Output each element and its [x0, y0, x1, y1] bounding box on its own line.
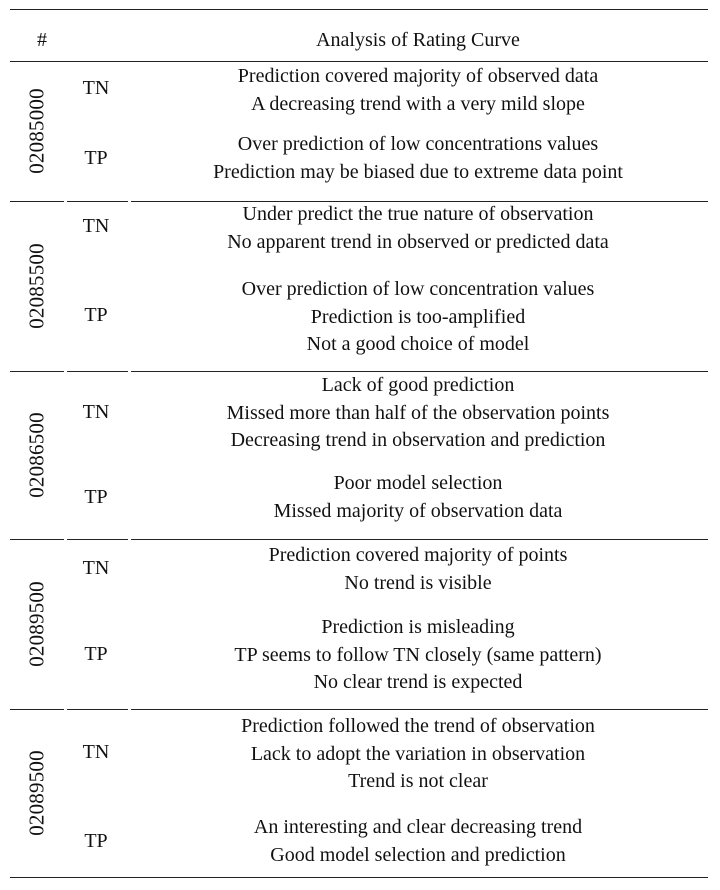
analysis-text	[128, 614, 708, 697]
analysis-line: Lack to adopt the variation in observation	[250, 742, 586, 765]
row-type: TP	[84, 830, 108, 852]
analysis-line: Prediction may be biased due to extreme data point	[213, 160, 623, 183]
analysis-line: An interesting and clear decreasing trend	[253, 816, 583, 838]
station-id: 02089500	[24, 581, 49, 667]
analysis-line: Under predict the true nature of observation	[242, 203, 594, 225]
type-rule	[67, 371, 128, 372]
station-id: 02085000	[24, 88, 49, 174]
station-cell	[10, 709, 64, 877]
row-type: TP	[84, 147, 108, 169]
analysis-line: Prediction covered majority of observed data	[237, 65, 599, 87]
analysis-line: No apparent trend in observed or predicted data	[227, 230, 609, 253]
type-rule	[67, 539, 128, 540]
top-rule	[10, 9, 708, 10]
analysis-text	[128, 713, 708, 796]
row-type: TN	[82, 557, 110, 579]
row-type: TN	[82, 77, 110, 99]
analysis-text	[128, 470, 708, 525]
analysis-line: Missed more than half of the observation points	[226, 401, 610, 424]
row-type: TP	[84, 486, 108, 508]
analysis-text	[128, 542, 708, 597]
analysis-text	[128, 131, 708, 186]
station-cell	[10, 539, 64, 709]
header-hash: #	[37, 29, 47, 51]
analysis-line: Prediction covered majority of points	[268, 544, 568, 566]
analysis-line: Missed majority of observation data	[273, 499, 563, 522]
station-cell	[10, 61, 64, 201]
analysis-rule	[131, 539, 708, 540]
analysis-rule	[131, 709, 708, 710]
station-id: 02086500	[24, 412, 49, 498]
row-type: TN	[82, 741, 110, 763]
analysis-line: A decreasing trend with a very mild slope	[251, 92, 585, 115]
analysis-line: Trend is not clear	[348, 770, 488, 792]
station-id: 02085500	[24, 243, 49, 329]
analysis-text	[128, 201, 708, 256]
analysis-line: Prediction is too-amplified	[310, 305, 526, 328]
analysis-text	[128, 372, 708, 455]
analysis-line: Lack of good prediction	[321, 374, 515, 396]
analysis-text	[128, 814, 708, 869]
analysis-line: Poor model selection	[333, 472, 503, 494]
analysis-line: Over prediction of low concentrations values	[237, 133, 599, 155]
bottom-rule	[10, 877, 708, 878]
analysis-line: TP seems to follow TN closely (same pattern)	[234, 643, 602, 666]
analysis-line: Over prediction of low concentration values	[241, 278, 595, 300]
analysis-line: No trend is visible	[344, 571, 492, 594]
type-rule	[67, 201, 128, 202]
analysis-line: No clear trend is expected	[313, 671, 523, 693]
analysis-line: Good model selection and prediction	[270, 843, 566, 866]
row-type: TP	[84, 304, 108, 326]
row-type: TN	[82, 401, 110, 423]
row-type: TN	[82, 215, 110, 237]
analysis-line: Not a good choice of model	[306, 333, 530, 355]
analysis-text	[128, 276, 708, 359]
station-cell	[10, 201, 64, 371]
type-rule	[67, 709, 128, 710]
header-rule	[10, 61, 708, 62]
station-cell	[10, 371, 64, 539]
analysis-line: Prediction is misleading	[321, 616, 515, 638]
row-type: TP	[84, 643, 108, 665]
analysis-text	[128, 63, 708, 118]
station-id: 02089500	[24, 750, 49, 836]
header-title: Analysis of Rating Curve	[316, 29, 520, 51]
analysis-line: Prediction followed the trend of observation	[241, 715, 595, 737]
analysis-line: Decreasing trend in observation and prediction	[230, 429, 606, 451]
